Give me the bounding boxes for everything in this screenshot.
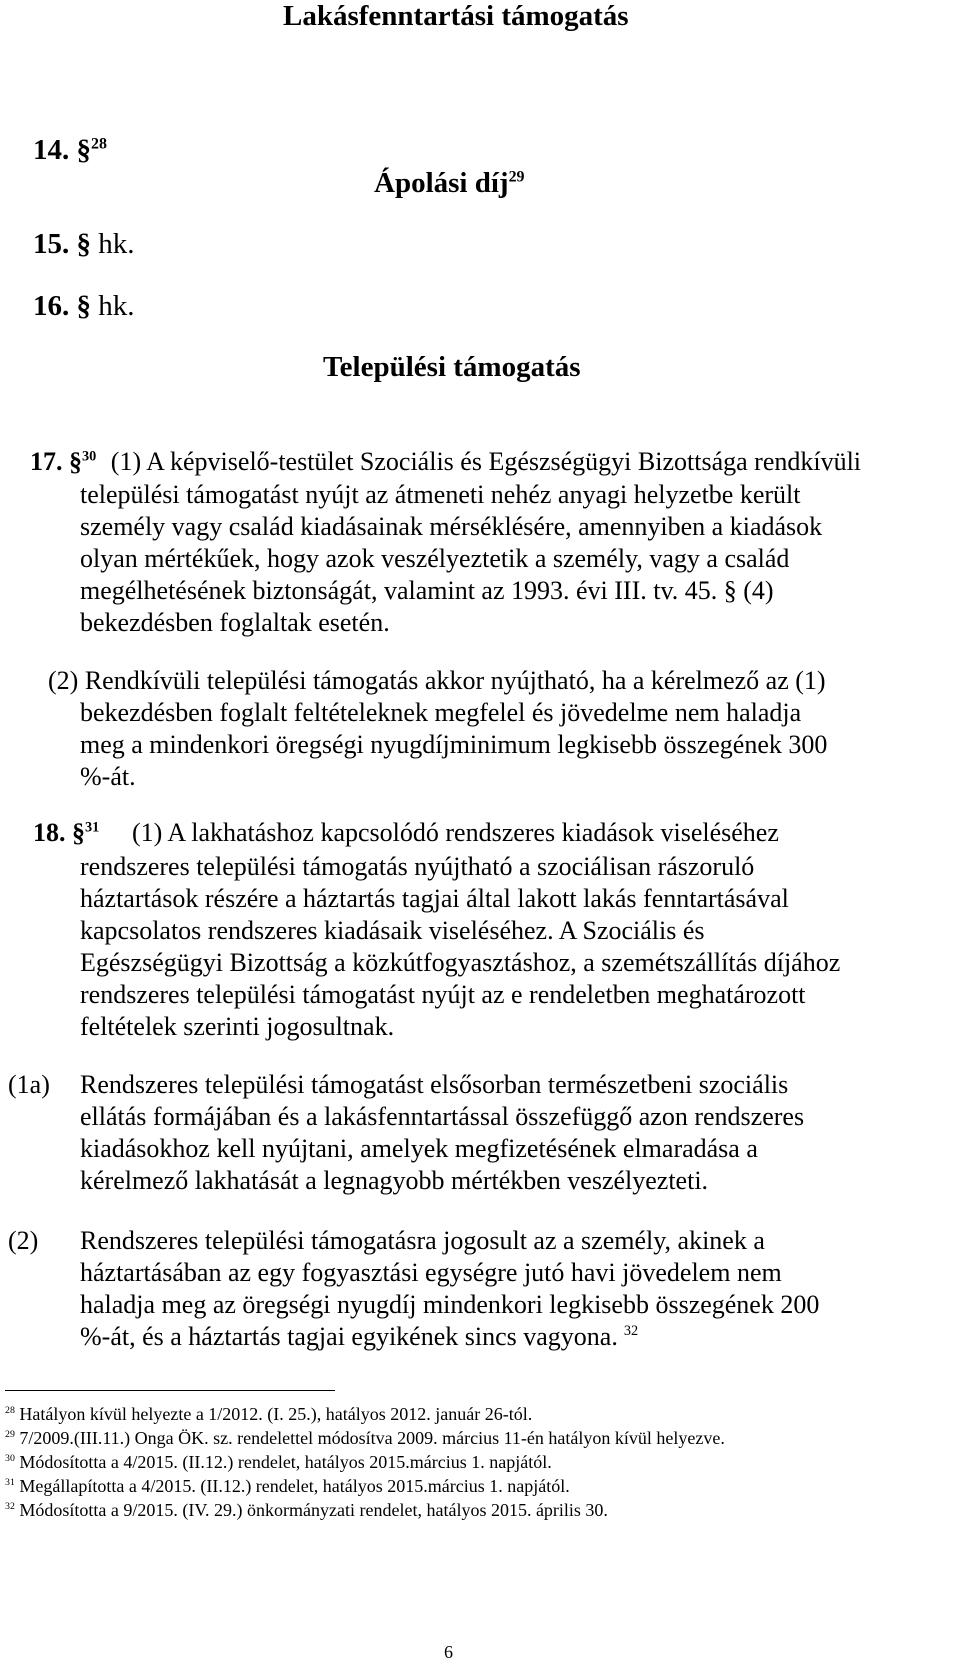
section-18-p1-line: rendszeres települési támogatást nyújt az e rendeletben meghatározott <box>80 980 806 1009</box>
section-17-p1-line: személy vagy család kiadásainak mérséklésére, amennyiben a kiadások <box>80 512 823 541</box>
section-17-p2-line: %-át. <box>80 762 136 791</box>
section-17-p1-line: (1) A képviselő-testület Szociális és Egészségügyi Bizottsága rendkívüli <box>110 447 862 476</box>
telepulesi-tamogatas-heading: Települési támogatás <box>323 351 581 383</box>
footnote-number: 31 <box>5 1477 15 1488</box>
paragraph-2-last-line <box>80 1322 638 1352</box>
section-16-text: hk. <box>98 290 135 322</box>
section-17-p1-line: települési támogatást nyújt az átmeneti nehéz anyagi helyzetbe került <box>80 480 801 509</box>
paragraph-2-label: (2) <box>8 1226 39 1255</box>
footnote-ref-30: 30 <box>82 448 97 465</box>
apolasi-dij-heading <box>374 167 525 200</box>
paragraph-1a-line: kiadásokhoz kell nyújtani, amelyek megfizetésének elmaradása a <box>80 1134 758 1163</box>
paragraph-1a-line: Rendszeres települési támogatást elsősorban természetbeni szociális <box>80 1070 789 1099</box>
section-17-number: 17. § <box>30 447 82 476</box>
paragraph-1a-label: (1a) <box>8 1070 50 1099</box>
paragraph-2-line: %-át, és a háztartás tagjai egyikének sincs vagyona. <box>80 1322 618 1351</box>
footnote-31 <box>5 1476 570 1497</box>
footnote-32 <box>5 1500 608 1521</box>
footnote-text: 7/2009.(III.11.) Onga ÖK. sz. rendelettel módosítva 2009. március 11-én hatályon kívül helyezve. <box>19 1428 725 1448</box>
section-17-p1-line: megélhetésének biztonságát, valamint az 1993. évi III. tv. 45. § (4) <box>80 576 774 605</box>
section-17-line-1 <box>30 447 861 477</box>
footnote-text: Hatályon kívül helyezte a 1/2012. (I. 25.), hatályos 2012. január 26-tól. <box>19 1404 533 1424</box>
section-18-p1-line: Egészségügyi Bizottság a közkútfogyasztáshoz, a szemétszállítás díjához <box>80 948 841 977</box>
page-title: Lakásfenntartási támogatás <box>283 0 629 32</box>
section-18-number: 18. § <box>33 818 85 847</box>
footnote-30 <box>5 1452 552 1473</box>
section-17-p1-line: olyan mértékűek, hogy azok veszélyeztetik a személy, vagy a család <box>80 544 790 573</box>
apolasi-dij-title: Ápolási díj <box>374 167 509 199</box>
footnote-text: Megállapította a 4/2015. (II.12.) rendelet, hatályos 2015.március 1. napjától. <box>19 1476 570 1496</box>
paragraph-1a-line: ellátás formájában és a lakásfenntartással összefüggő azon rendszeres <box>80 1102 805 1131</box>
paragraph-1a-line: kérelmező lakhatását a legnagyobb mértékben veszélyezteti. <box>80 1166 709 1195</box>
paragraph-2-line: haladja meg az öregségi nyugdíj mindenkori legkisebb összegének 200 <box>80 1290 820 1319</box>
footnote-ref-29: 29 <box>508 168 525 186</box>
footnote-separator <box>5 1390 335 1391</box>
paragraph-2-line: háztartásában az egy fogyasztási egységre jutó havi jövedelem nem <box>80 1258 782 1287</box>
footnote-ref-31: 31 <box>85 819 100 836</box>
section-18-p1-line: rendszeres települési támogatás nyújtható a szociálisan rászoruló <box>80 852 755 881</box>
footnote-number: 32 <box>5 1501 15 1512</box>
section-18-p1-line: (1) A lakhatáshoz kapcsolódó rendszeres kiadások viseléséhez <box>132 818 779 847</box>
footnote-text: Módosította a 4/2015. (II.12.) rendelet, hatályos 2015.március 1. napjától. <box>19 1452 552 1472</box>
section-18-line-1 <box>33 818 99 848</box>
section-15 <box>33 228 135 261</box>
section-18-p1-line: háztartások részére a háztartás tagjai által lakott lakás fenntartásával <box>80 884 789 913</box>
section-14-number: 14. § <box>33 134 91 166</box>
section-17-p2-line: bekezdésben foglalt feltételeknek megfelel és jövedelme nem haladja <box>80 698 802 727</box>
footnote-number: 28 <box>5 1405 15 1416</box>
section-18-p1-line: feltételek szerinti jogosultnak. <box>80 1012 395 1041</box>
footnote-number: 30 <box>5 1453 15 1464</box>
section-16-number: 16. § <box>33 290 91 322</box>
footnote-ref-32: 32 <box>623 1323 639 1340</box>
page-number: 6 <box>444 1642 453 1662</box>
section-17-p2-line: meg a mindenkori öregségi nyugdíjminimum legkisebb összegének 300 <box>80 730 828 759</box>
section-15-text: hk. <box>98 228 135 260</box>
footnote-28 <box>5 1404 532 1425</box>
paragraph-2-line: Rendszeres települési támogatásra jogosult az a személy, akinek a <box>80 1226 765 1255</box>
section-18-p1-line: kapcsolatos rendszeres kiadásaik viseléséhez. A Szociális és <box>80 916 705 945</box>
section-14-heading <box>33 134 107 167</box>
section-16 <box>33 290 135 323</box>
footnote-ref-28: 28 <box>91 135 107 153</box>
section-17-p1-line: bekezdésben foglaltak esetén. <box>80 608 390 637</box>
footnote-text: Módosította a 9/2015. (IV. 29.) önkormányzati rendelet, hatályos 2015. április 30. <box>19 1500 608 1520</box>
footnote-29 <box>5 1428 725 1449</box>
section-17-p2-line: (2) Rendkívüli települési támogatás akkor nyújtható, ha a kérelmező az (1) <box>48 666 826 695</box>
section-15-number: 15. § <box>33 228 91 260</box>
footnote-number: 29 <box>5 1429 15 1440</box>
